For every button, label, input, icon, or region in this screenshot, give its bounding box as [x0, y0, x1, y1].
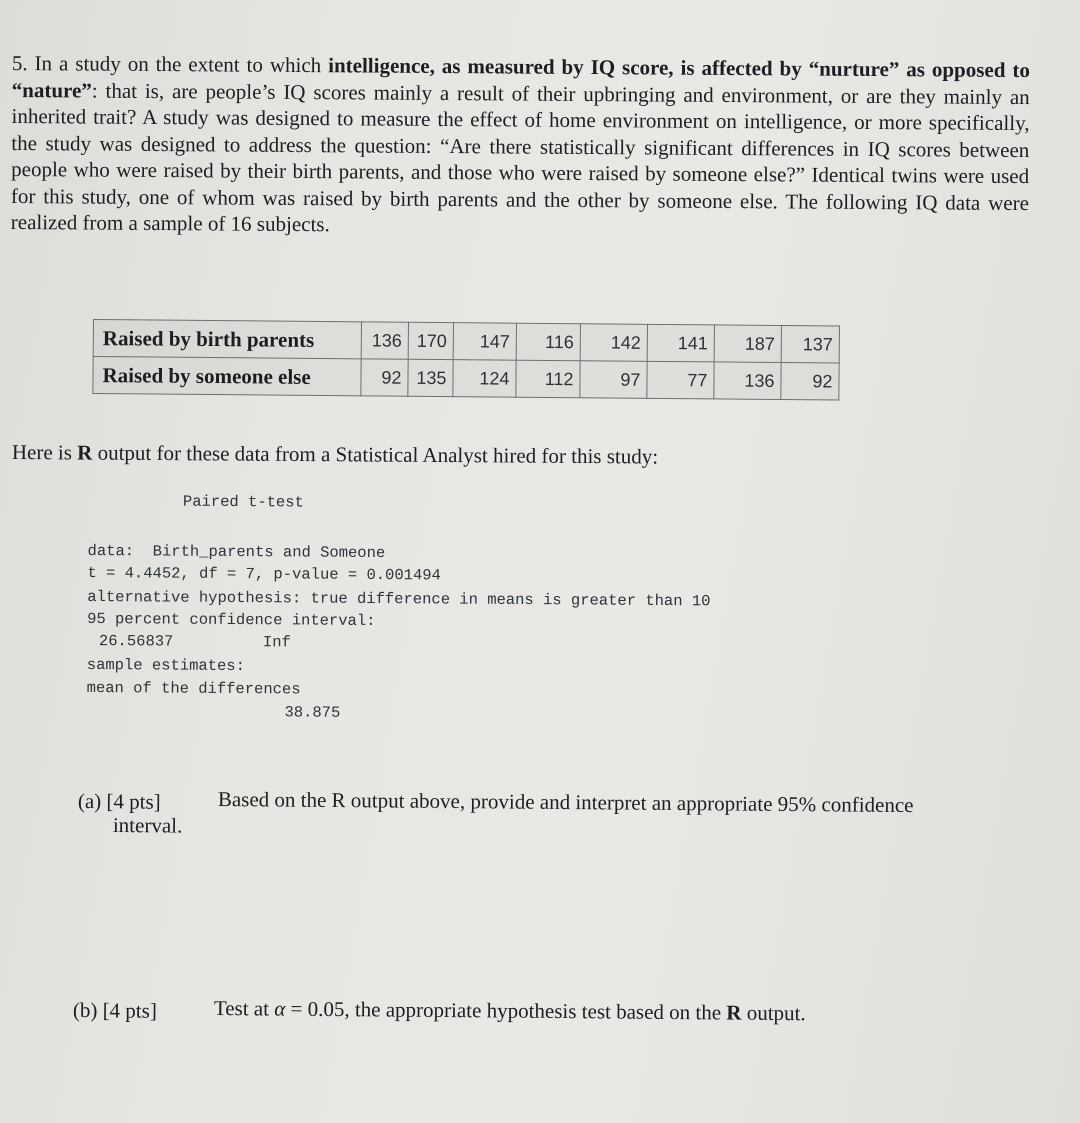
intro-text-pre: Here is: [11, 440, 78, 465]
r-estimate-name: mean of the differences: [86, 678, 301, 699]
question-a-text-continued: interval.: [112, 813, 183, 838]
table-cell: 141: [647, 324, 714, 362]
question-a-text: Based on the R output above, provide and interpret an appropriate 95% confidence: [217, 787, 914, 818]
r-test-title: Paired t-test: [182, 492, 304, 512]
table-cell: 147: [453, 323, 516, 361]
table-cell: 137: [781, 326, 839, 364]
question-b-text: [214, 996, 806, 1026]
question-b-label: (b) [4 pts]: [72, 998, 157, 1023]
problem-statement: [11, 50, 1030, 243]
table-cell: 92: [781, 363, 839, 401]
iq-data-table: [92, 319, 840, 401]
table-cell: 92: [361, 359, 408, 396]
table-cell: 112: [516, 360, 580, 398]
r-estimate-value: 38.875: [284, 703, 341, 722]
r-alt-hypothesis: alternative hypothesis: true difference in means is greater than 10: [87, 587, 711, 611]
r-estimates-label: sample estimates:: [86, 655, 245, 676]
row-label: Raised by someone else: [93, 357, 361, 396]
table-cell: 124: [453, 360, 516, 398]
problem-number: 5.: [11, 50, 28, 76]
r-ci-label: 95 percent confidence interval:: [87, 609, 376, 631]
table-cell: 187: [714, 325, 781, 363]
r-stat-line: t = 4.4452, df = 7, p-value = 0.001494: [87, 563, 441, 585]
r-ci-upper: Inf: [262, 633, 291, 652]
alpha-symbol: α: [274, 996, 286, 1021]
question-b-bold: R: [726, 1000, 742, 1025]
r-data-line: data: Birth_parents and Someone: [87, 541, 386, 563]
question-b-post: output.: [741, 1000, 806, 1026]
table-cell: 136: [361, 322, 408, 359]
problem-text-2: : that is, are people’s IQ scores mainly a result of their upbringing and environment, or are they mainly an inherited trait? A study was designed to measure the effect of home environment on intelligence, or more specifically, the study was designed to address the question: “Are there statistically significant differences in IQ scores between people who were raised by their birth parents, and those who were raised by someone else?” Identical twins were used for this study, one of whom was raised by birth parents and the other by someone else. The following IQ data were realized from a sample of 16 subjects.: [10, 78, 1030, 237]
problem-text-bold: intelligence, as measured by IQ score, is affected by “nurture” as opposed to “nature”: [11, 53, 1030, 103]
row-label: Raised by birth parents: [93, 320, 361, 359]
table-row-someone-else: [93, 357, 839, 401]
r-output-intro: [12, 440, 658, 470]
question-b-pre: Test at: [213, 996, 275, 1021]
table-cell: 170: [408, 322, 453, 359]
table-cell: 135: [408, 359, 453, 396]
problem-text-1: In a study on the extent to which: [27, 51, 329, 78]
table-cell: 136: [714, 362, 781, 400]
table-cell: 77: [647, 361, 714, 399]
question-a-label: (a) [4 pts]: [77, 789, 161, 814]
table-cell: 142: [580, 324, 647, 362]
table-cell: 116: [516, 323, 580, 361]
intro-text-bold: R: [77, 440, 93, 465]
intro-text-post: output for these data from a Statistical Analyst hired for this study:: [92, 440, 659, 469]
question-b-mid: = 0.05, the appropriate hypothesis test based on the: [285, 996, 727, 1025]
table-cell: 97: [580, 361, 647, 399]
r-ci-lower: 26.56837: [98, 632, 174, 651]
